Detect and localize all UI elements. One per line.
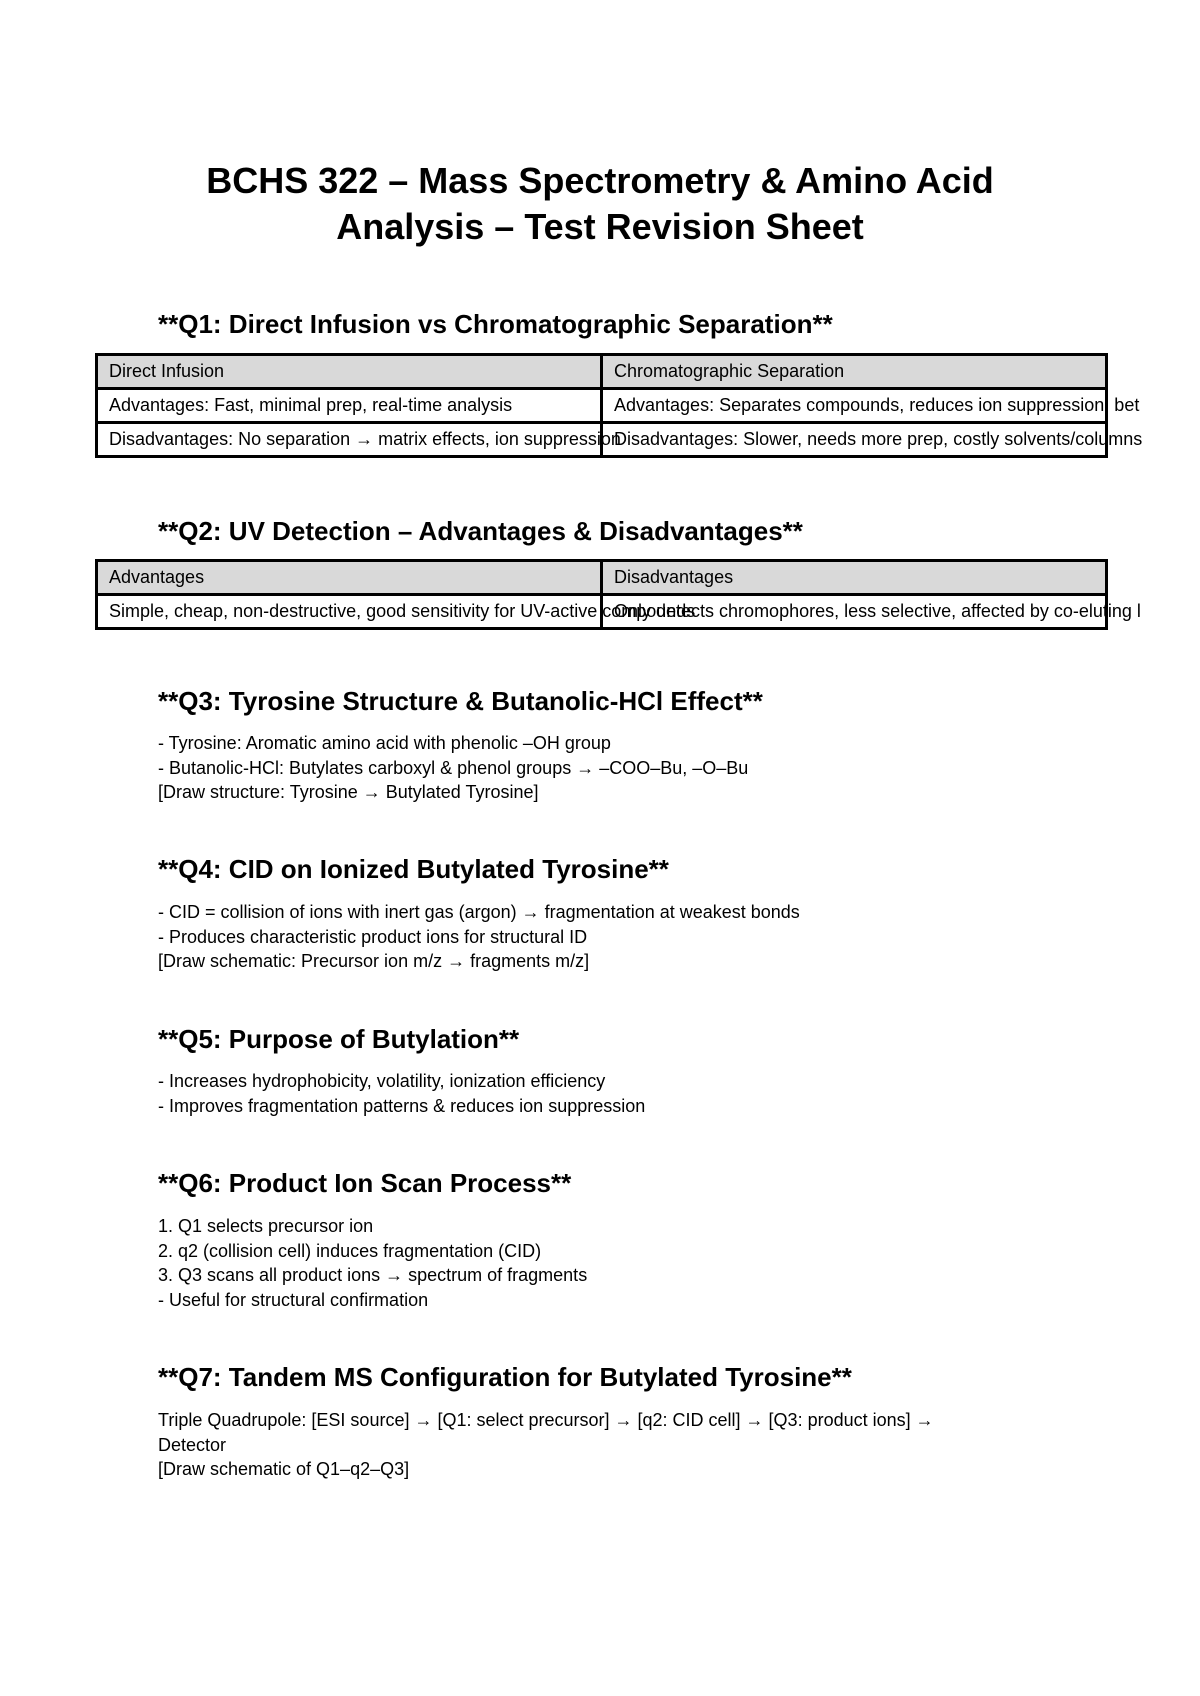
note-line: 3. Q3 scans all product ions → spectrum of fragments xyxy=(158,1265,588,1285)
table-header-cell: Chromatographic Separation xyxy=(602,355,1107,389)
table-row xyxy=(97,423,1107,457)
q6-notes xyxy=(158,1214,1058,1312)
title-line-1: BCHS 322 – Mass Spectrometry & Amino Acid xyxy=(206,160,994,201)
q5-notes xyxy=(158,1069,1058,1118)
note-line: - Useful for structural confirmation xyxy=(158,1289,429,1310)
note-line: Triple Quadrupole: [ESI source] → [Q1: select precursor] → [q2: CID cell] → [Q3: product ions] → xyxy=(158,1410,934,1430)
page-title xyxy=(0,158,1200,250)
table-cell: Disadvantages: Slower, needs more prep, costly solvents/columns xyxy=(602,423,1107,457)
q1-comparison-table xyxy=(95,353,1143,458)
note-line: - Butanolic-HCl: Butylates carboxyl & phenol groups → –COO–Bu, –O–Bu xyxy=(158,757,749,778)
table-row xyxy=(97,595,1107,629)
note-line: - CID = collision of ions with inert gas (argon) → fragmentation at weakest bonds xyxy=(158,902,800,922)
q4-notes xyxy=(158,900,1058,974)
table-header-row xyxy=(97,355,1107,389)
table-header-row xyxy=(97,561,1107,595)
q4-heading: **Q4: CID on Ionized Butylated Tyrosine** xyxy=(158,854,669,884)
note-line: - Improves fragmentation patterns & reduces ion suppression xyxy=(158,1095,646,1116)
note-line: [Draw structure: Tyrosine → Butylated Tyrosine] xyxy=(158,782,539,802)
q1-heading: **Q1: Direct Infusion vs Chromatographic Separation** xyxy=(158,309,833,339)
table-cell: Advantages: Separates compounds, reduces ion suppression, bet xyxy=(602,389,1107,423)
note-line: [Draw schematic of Q1–q2–Q3] xyxy=(158,1459,410,1479)
note-line: [Draw schematic: Precursor ion m/z → fragments m/z] xyxy=(158,951,590,971)
table-cell: Only detects chromophores, less selective, affected by co-eluting l xyxy=(602,595,1107,629)
note-line: Detector xyxy=(158,1434,227,1455)
table-cell: Advantages: Fast, minimal prep, real-time analysis xyxy=(97,389,602,423)
note-line: - Produces characteristic product ions for structural ID xyxy=(158,926,588,947)
q5-heading: **Q5: Purpose of Butylation** xyxy=(158,1024,520,1054)
table-header-cell: Direct Infusion xyxy=(97,355,602,389)
note-line: - Increases hydrophobicity, volatility, ionization efficiency xyxy=(158,1071,606,1091)
q2-uv-table xyxy=(95,559,1141,630)
q2-heading: **Q2: UV Detection – Advantages & Disadvantages** xyxy=(158,516,803,546)
q7-heading: **Q7: Tandem MS Configuration for Butylated Tyrosine** xyxy=(158,1362,852,1392)
title-line-2: Analysis – Test Revision Sheet xyxy=(336,206,864,247)
table-header-cell: Disadvantages xyxy=(602,561,1107,595)
q7-notes xyxy=(158,1408,1058,1482)
q3-notes xyxy=(158,731,1058,805)
note-line: 2. q2 (collision cell) induces fragmentation (CID) xyxy=(158,1240,542,1261)
table-cell: Disadvantages: No separation → matrix effects, ion suppression xyxy=(97,423,602,457)
note-line: 1. Q1 selects precursor ion xyxy=(158,1216,374,1236)
table-cell: Simple, cheap, non-destructive, good sensitivity for UV-active compounds xyxy=(97,595,602,629)
table-row xyxy=(97,389,1107,423)
table-header-cell: Advantages xyxy=(97,561,602,595)
note-line: - Tyrosine: Aromatic amino acid with phenolic –OH group xyxy=(158,733,611,753)
q6-heading: **Q6: Product Ion Scan Process** xyxy=(158,1168,572,1198)
q3-heading: **Q3: Tyrosine Structure & Butanolic-HCl Effect** xyxy=(158,686,763,716)
